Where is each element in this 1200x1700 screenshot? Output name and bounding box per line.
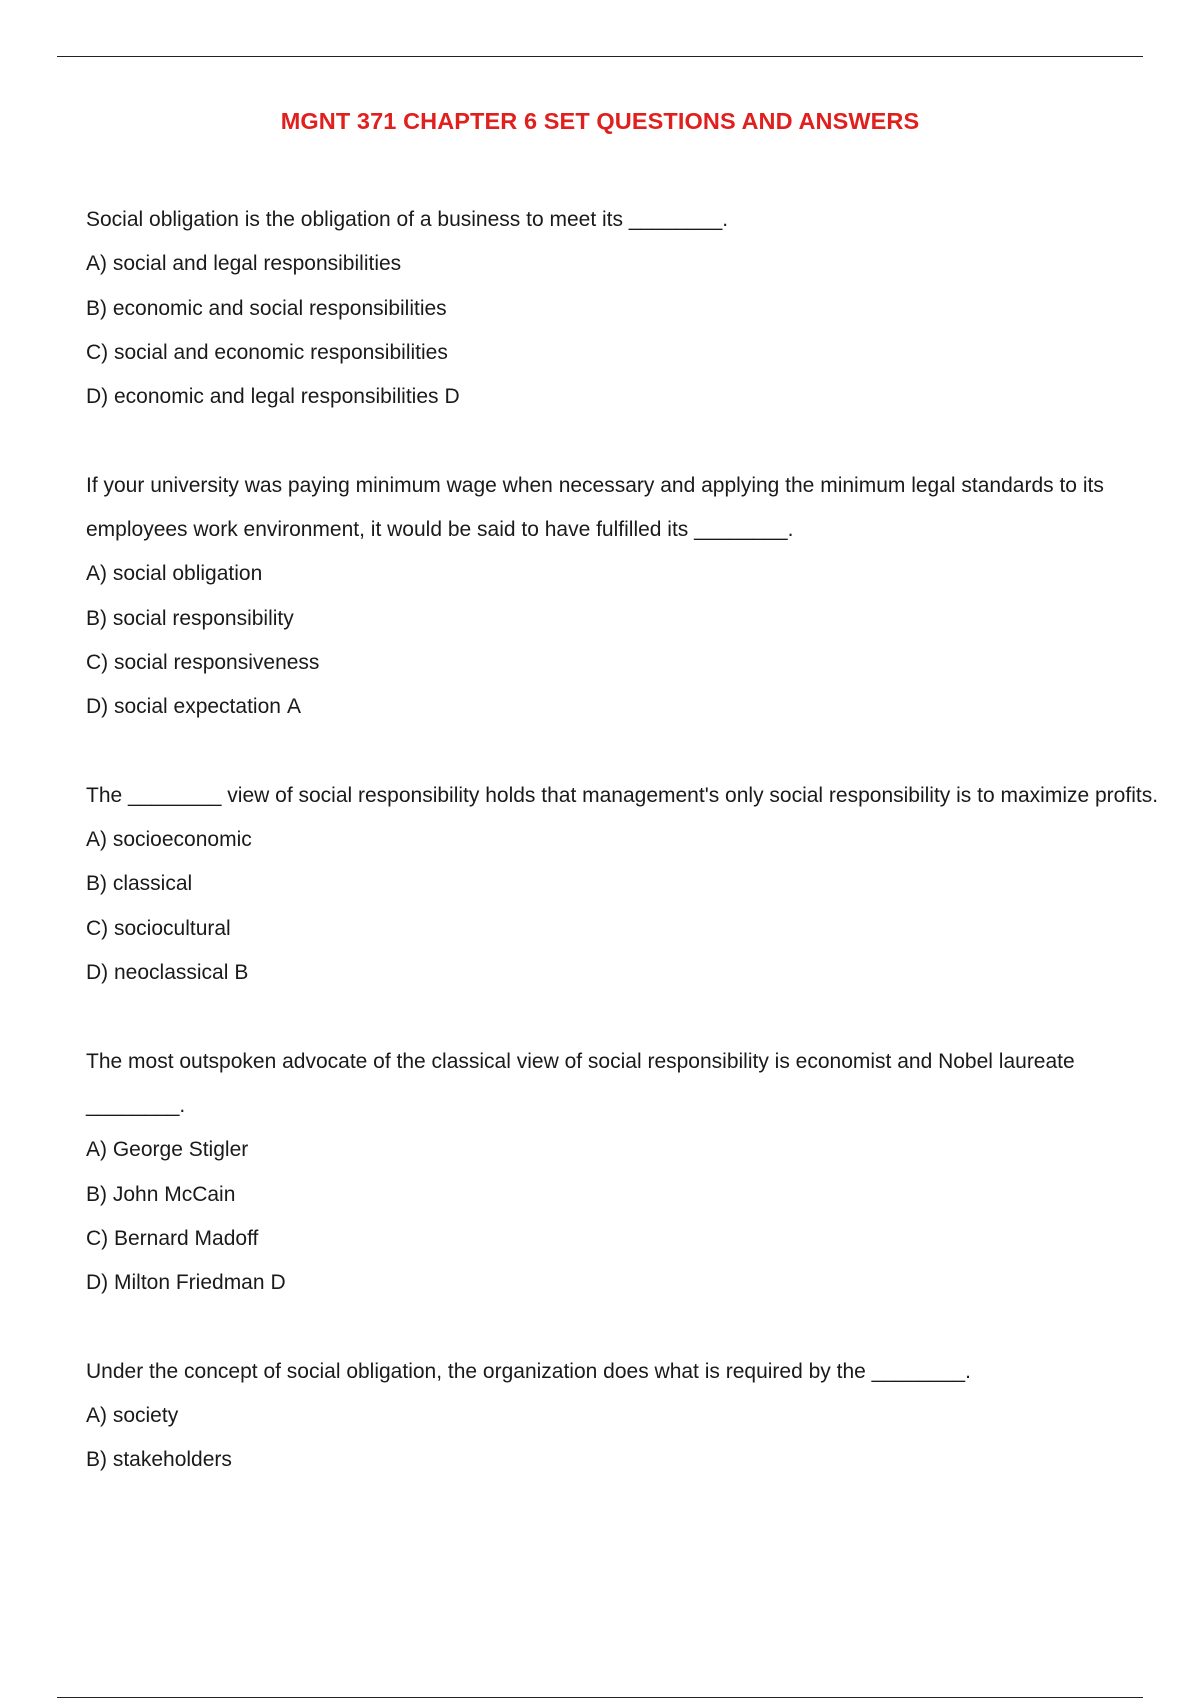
question-3 <box>86 774 1172 995</box>
option-b: B) social responsibility <box>86 606 294 630</box>
option-d-row <box>86 1261 1172 1305</box>
option-a: A) social and legal responsibilities <box>86 252 402 276</box>
footer-rule <box>57 1697 1143 1698</box>
question-stem: The ________ view of social responsibility holds that management's only social responsibility is to maximize profits. <box>86 783 1159 807</box>
option-b: B) John McCain <box>86 1182 236 1206</box>
question-stem: Social obligation is the obligation of a business to meet its ________. <box>86 208 729 231</box>
question-5 <box>86 1350 1172 1483</box>
answer-key: A <box>286 695 301 719</box>
option-a: A) social obligation <box>86 562 263 586</box>
answer-key: D <box>444 385 460 409</box>
option-c: C) sociocultural <box>86 916 231 940</box>
option-d-row <box>86 685 1172 729</box>
question-2 <box>86 464 1172 730</box>
option-d-row <box>86 951 1172 995</box>
answer-key: B <box>234 961 249 985</box>
question-list <box>86 198 1172 1483</box>
question-stem: Under the concept of social obligation, the organization does what is required by the ________. <box>86 1359 971 1383</box>
option-b: B) economic and social responsibilities <box>86 296 447 320</box>
option-a: A) socioeconomic <box>86 828 252 852</box>
option-b: B) classical <box>86 872 193 896</box>
option-d-row <box>86 375 1172 419</box>
option-c: C) social responsiveness <box>86 650 320 674</box>
option-d: D) Milton Friedman <box>86 1271 265 1295</box>
option-a: A) society <box>86 1404 179 1428</box>
option-b: B) stakeholders <box>86 1448 232 1472</box>
header-rule <box>57 56 1143 57</box>
option-a: A) George Stigler <box>86 1138 249 1162</box>
question-4 <box>86 1040 1172 1306</box>
question-stem: The most outspoken advocate of the classical view of social responsibility is economist and Nobel laureate ________. <box>86 1049 1075 1117</box>
question-stem: If your university was paying minimum wage when necessary and applying the minimum legal standards to its employees work environment, it would be said to have fulfilled its ________. <box>86 473 1104 542</box>
option-d: D) social expectation <box>86 695 281 719</box>
option-c: C) social and economic responsibilities <box>86 340 448 364</box>
question-1 <box>86 198 1172 419</box>
document-title: MGNT 371 CHAPTER 6 SET QUESTIONS AND ANSWERS <box>280 108 920 134</box>
option-d: D) economic and legal responsibilities <box>86 385 439 409</box>
option-d: D) neoclassical <box>86 961 229 985</box>
option-c: C) Bernard Madoff <box>86 1226 259 1250</box>
answer-key: D <box>270 1271 286 1295</box>
